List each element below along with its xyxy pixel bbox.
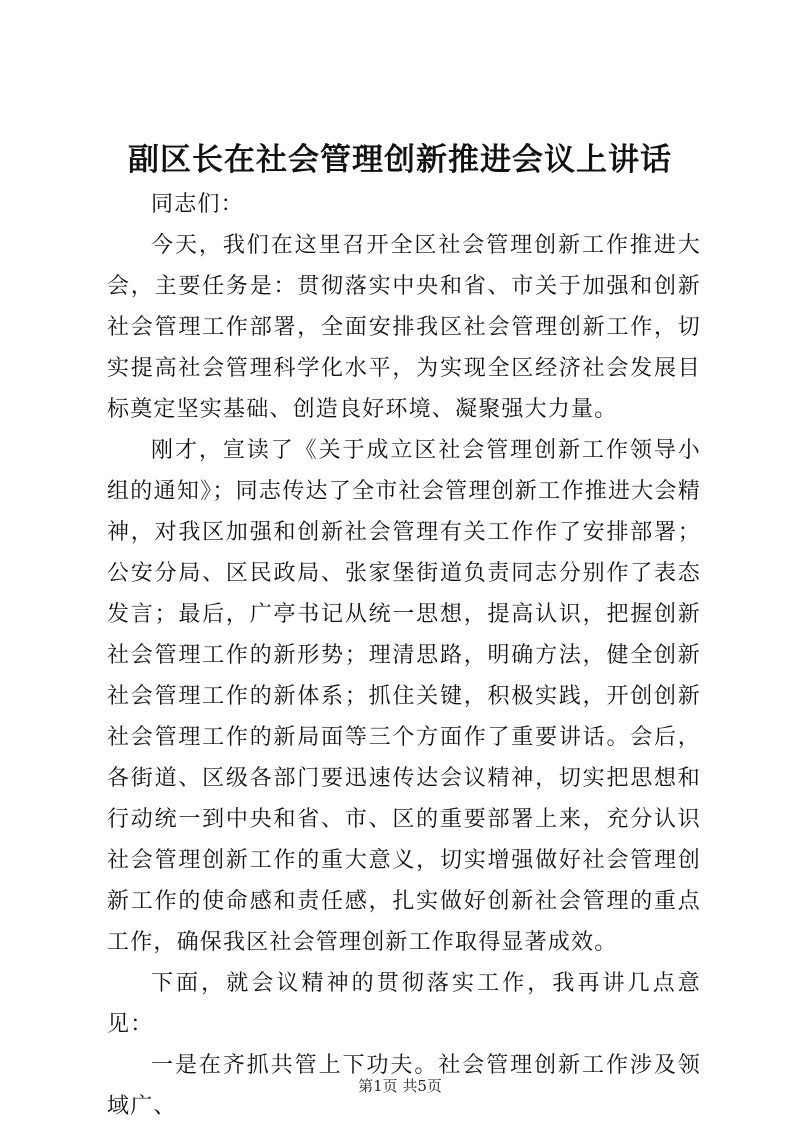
body-paragraph-4: 一是在齐抓共管上下功夫。社会管理创新工作涉及领域广、 [107, 1053, 701, 1119]
salutation-paragraph: 同志们： [151, 192, 244, 217]
body-paragraph-1: 今天，我们在这里召开全区社会管理创新工作推进大会，主要任务是：贯彻落实中央和省、市关于加强和创新社会管理工作部署，全面安排我区社会管理创新工作，切实提高社会管理科学化水平，为实现全区经济社会发展目标奠定坚实基础、创造良好环境、凝聚强大力量。 [107, 233, 701, 422]
document-title: 副区长在社会管理创新推进会议上讲话 [128, 142, 672, 178]
page-footer: 第1页 共5页 [358, 1077, 442, 1095]
body-paragraph-3: 下面，就会议精神的贯彻落实工作，我再讲几点意见： [107, 971, 701, 1037]
body-paragraph-2: 刚才，宣读了《关于成立区社会管理创新工作领导小组的通知》；同志传达了全市社会管理创新工作推进大会精神，对我区加强和创新社会管理有关工作作了安排部署；公安分局、区民政局、张家堡街道负责同志分别作了表态发言；最后，广亭书记从统一思想，提高认识，把握创新社会管理工作的新形势；理清思路，明确方法，健全创新社会管理工作的新体系；抓住关键，积极实践，开创创新社会管理工作的新局面等三个方面作了重要讲话。会后，各街道、区级各部门要迅速传达会议精神，切实把思想和行动统一到中央和省、市、区的重要部署上来，充分认识社会管理创新工作的重大意义，切实增强做好社会管理创新工作的使命感和责任感，扎实做好创新社会管理的重点工作，确保我区社会管理创新工作取得显著成效。 [107, 438, 701, 955]
document-body [107, 184, 701, 1127]
